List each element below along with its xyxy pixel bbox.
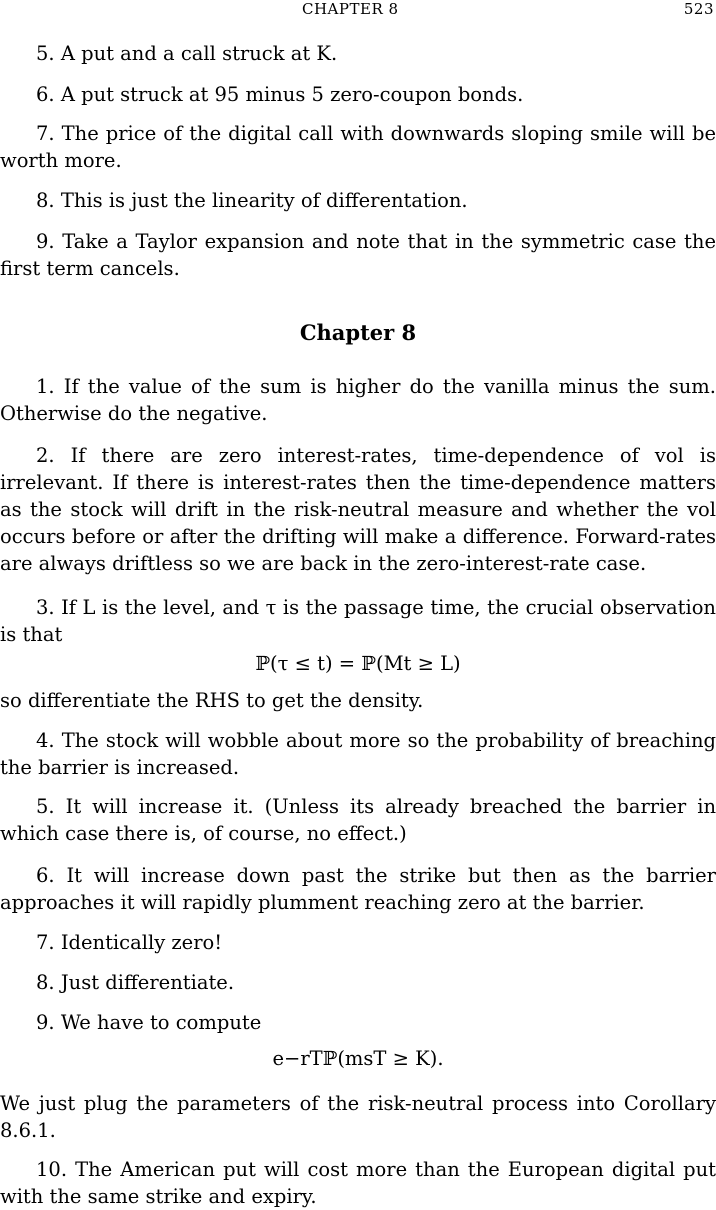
item-text: We have to compute	[60, 1011, 262, 1034]
item-number: 1.	[36, 375, 55, 398]
answer-item	[0, 187, 716, 214]
answer-item	[0, 228, 716, 282]
answer-item	[0, 727, 716, 781]
running-head	[0, 0, 716, 20]
item-number: 8.	[36, 971, 55, 994]
item-number: 5.	[36, 42, 55, 65]
item-text: The price of the digital call with downwards sloping smile will be worth more.	[0, 122, 716, 172]
item-text: A put and a call struck at K.	[60, 42, 338, 65]
item-number: 5.	[36, 795, 55, 818]
answer-item	[0, 40, 716, 67]
item-text: This is just the linearity of differentation.	[60, 189, 468, 212]
answer-item	[0, 1156, 716, 1210]
answer-item	[0, 442, 716, 577]
answer-item	[0, 1009, 716, 1036]
answer-item	[0, 929, 716, 956]
continuation-text: We just plug the parameters of the risk-neutral process into Corollary 8.6.1.	[0, 1092, 716, 1142]
item-text: The American put will cost more than the European digital put with the same strike and expiry.	[0, 1158, 716, 1208]
item-number: 10.	[36, 1158, 68, 1181]
answer-item	[0, 969, 716, 996]
item-number: 9.	[36, 1011, 55, 1034]
answer-item	[0, 862, 716, 916]
answer-item	[0, 793, 716, 847]
item-text: A put struck at 95 minus 5 zero-coupon bonds.	[60, 83, 524, 106]
item-text: Just differentiate.	[60, 971, 235, 994]
answer-item	[0, 81, 716, 108]
item-text: Take a Taylor expansion and note that in the symmetric case the first term cancels.	[0, 230, 716, 280]
item-number: 7.	[36, 931, 55, 954]
item-number: 6.	[36, 864, 55, 887]
item-text: Identically zero!	[60, 931, 223, 954]
item-number: 2.	[36, 444, 55, 467]
answer-item	[0, 120, 716, 174]
item-number: 4.	[36, 729, 55, 752]
item-number: 9.	[36, 230, 55, 253]
display-equation: ℙ(τ ≤ t) = ℙ(Mt ≥ L)	[255, 652, 461, 675]
item-number: 8.	[36, 189, 55, 212]
page-number: 523	[683, 0, 714, 18]
item-text: It will increase down past the strike but then as the barrier approaches it will rapidly plumment reaching zero at the barrier.	[0, 864, 716, 914]
answer-item	[0, 373, 716, 427]
item-number: 7.	[36, 122, 55, 145]
answer-item	[0, 594, 716, 648]
item-number: 3.	[36, 596, 55, 619]
display-equation: e−rTℙ(msT ≥ K).	[272, 1047, 444, 1070]
item-text: If L is the level, and τ is the passage time, the crucial observation is that	[0, 596, 716, 646]
item-text: If the value of the sum is higher do the vanilla minus the sum. Otherwise do the negative.	[0, 375, 716, 425]
item-text: The stock will wobble about more so the probability of breaching the barrier is increased.	[0, 729, 716, 779]
continuation-text: so differentiate the RHS to get the density.	[0, 689, 424, 712]
item-text: If there are zero interest-rates, time-dependence of vol is irrelevant. If there is interest-rates then the time-dependence matters as the stock will drift in the risk-neutral measure and whether the vol occurs before or after the drifting will make a difference. Forward-rates are always driftless so we are back in the zero-interest-rate case.	[0, 444, 716, 575]
item-number: 6.	[36, 83, 55, 106]
section-heading: Chapter 8	[299, 320, 417, 345]
item-text: It will increase it. (Unless its already breached the barrier in which case there is, of course, no effect.)	[0, 795, 716, 845]
running-head-chapter: CHAPTER 8	[302, 0, 399, 18]
